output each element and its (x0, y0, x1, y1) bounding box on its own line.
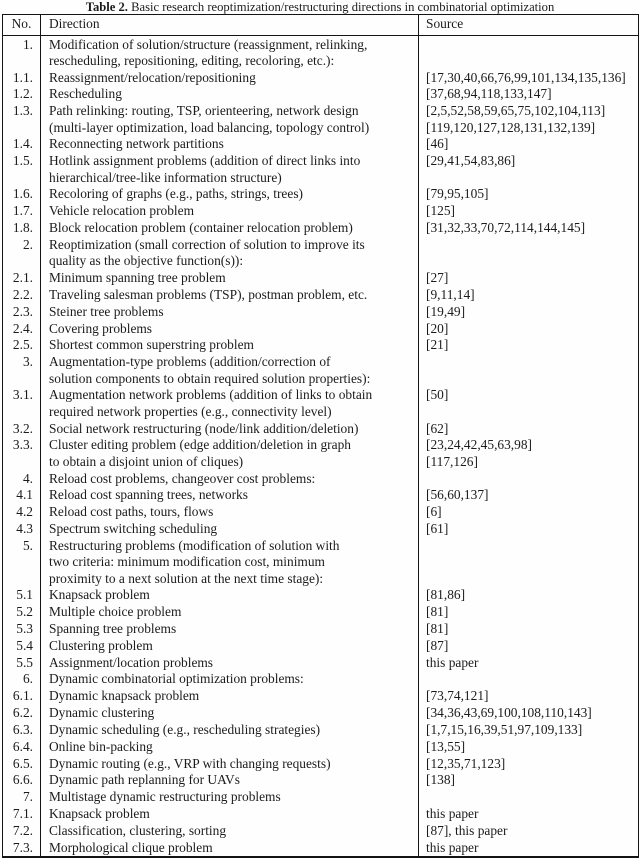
table-row (3, 220, 639, 237)
source-line: [23,24,42,45,63,98] (426, 437, 533, 453)
direction-line: Clustering problem (49, 637, 153, 653)
row-direction (41, 806, 419, 823)
direction-line: Dynamic path replanning for UAVs (49, 772, 240, 788)
row-source (419, 688, 639, 705)
row-direction (41, 186, 419, 203)
row-number: 6.5. (12, 755, 33, 771)
table-row (3, 839, 639, 857)
row-source (419, 755, 639, 772)
direction-line: to obtain a disjoint union of cliques) (49, 453, 244, 469)
table-row (3, 286, 639, 303)
row-direction (41, 604, 419, 621)
source-line: [2,5,52,58,59,65,75,102,104,113] (426, 103, 606, 119)
row-direction (41, 654, 419, 671)
row-source (419, 822, 639, 839)
direction-line: Shortest common superstring problem (49, 337, 254, 353)
source-line: [13,55] (426, 738, 466, 754)
row-direction (41, 487, 419, 504)
row-direction (41, 86, 419, 103)
table-row (3, 86, 639, 103)
row-number: 7. (22, 789, 33, 805)
source-line: [81,86] (426, 587, 466, 603)
direction-line: Dynamic routing (e.g., VRP with changing requests) (49, 755, 331, 771)
row-source (419, 86, 639, 103)
row-number: 5.1 (16, 587, 33, 603)
row-source (419, 721, 639, 738)
table-row (3, 705, 639, 722)
source-line: [29,41,54,83,86] (426, 153, 516, 169)
direction-line: Classification, clustering, sorting (49, 822, 227, 838)
row-number: 2.4. (12, 320, 33, 336)
direction-line: Dynamic scheduling (e.g., rescheduling strategies) (49, 721, 321, 737)
source-line: [79,95,105] (426, 186, 489, 202)
row-source (419, 354, 639, 387)
table-row (3, 487, 639, 504)
source-line: [46] (426, 136, 449, 152)
direction-line: Cluster editing problem (edge addition/deletion in graph (49, 437, 351, 453)
row-number: 5.5 (16, 654, 33, 670)
table-header (3, 15, 639, 36)
direction-line: Reload cost spanning trees, networks (49, 487, 248, 503)
table-row (3, 654, 639, 671)
research-directions-table (2, 14, 639, 858)
source-line: [27] (426, 270, 449, 286)
row-direction (41, 772, 419, 789)
table-caption-text: Basic research reoptimization/restructuring directions in combinatorial optimization (127, 0, 555, 14)
direction-line: (multi-layer optimization, load balancing, topology control) (49, 119, 370, 135)
row-source (419, 337, 639, 354)
source-line: this paper (426, 806, 479, 822)
source-line: [50] (426, 387, 449, 403)
row-direction (41, 755, 419, 772)
row-direction (41, 738, 419, 755)
row-direction (41, 705, 419, 722)
source-line: [34,36,43,69,100,108,110,143] (426, 705, 592, 721)
direction-line: Reassignment/relocation/repositioning (49, 69, 256, 85)
source-line: [17,30,40,66,76,99,101,134,135,136] (426, 69, 626, 85)
direction-line: Dynamic knapsack problem (49, 688, 200, 704)
table-row (3, 136, 639, 153)
row-number: 6.1. (12, 688, 33, 704)
direction-line: Reload cost paths, tours, flows (49, 504, 214, 520)
row-number: 4. (22, 470, 33, 486)
row-direction (41, 153, 419, 186)
row-number: 7.3. (12, 839, 33, 855)
table-body (3, 36, 639, 858)
table-row (3, 36, 639, 70)
source-line: [81] (426, 620, 449, 636)
row-number: 3. (22, 354, 33, 370)
direction-line: Rescheduling (49, 86, 122, 102)
row-number: 6. (22, 671, 33, 687)
row-direction (41, 337, 419, 354)
row-number: 6.3. (12, 721, 33, 737)
row-number: 1. (22, 36, 33, 52)
direction-line: Knapsack problem (49, 587, 150, 603)
row-number: 1.3. (12, 103, 33, 119)
row-source (419, 671, 639, 688)
row-source (419, 420, 639, 437)
row-source (419, 705, 639, 722)
direction-line: quality as the objective function(s)): (49, 253, 244, 269)
row-direction (41, 354, 419, 387)
row-source (419, 521, 639, 538)
column-header-source: Source (419, 15, 639, 36)
direction-line: Reoptimization (small correction of solution to improve its (49, 236, 365, 252)
table-row (3, 772, 639, 789)
direction-line: Dynamic combinatorial optimization problems: (49, 671, 304, 687)
row-direction (41, 637, 419, 654)
row-direction (41, 671, 419, 688)
row-number: 1.6. (12, 186, 33, 202)
table-row (3, 203, 639, 220)
source-line: [117,126] (426, 453, 478, 469)
row-direction (41, 688, 419, 705)
direction-line: Online bin-packing (49, 738, 153, 754)
table-row (3, 236, 639, 269)
row-source (419, 136, 639, 153)
row-number: 1.2. (12, 86, 33, 102)
source-line: [119,120,127,128,131,132,139] (426, 119, 596, 135)
table-row (3, 521, 639, 538)
row-number: 2. (22, 236, 33, 252)
row-direction (41, 470, 419, 487)
row-source (419, 587, 639, 604)
row-number: 5.2 (16, 604, 33, 620)
row-direction (41, 504, 419, 521)
direction-line: Social network restructuring (node/link addition/deletion) (49, 420, 359, 436)
row-source (419, 69, 639, 86)
source-line: [125] (426, 203, 456, 219)
direction-line: Reload cost problems, changeover cost problems: (49, 470, 316, 486)
row-number: 2.5. (12, 337, 33, 353)
row-direction (41, 236, 419, 269)
direction-line: rescheduling, repositioning, editing, recoloring, etc.): (49, 52, 335, 68)
table-row (3, 437, 639, 470)
table-row (3, 671, 639, 688)
row-direction (41, 420, 419, 437)
row-number: 3.2. (12, 420, 33, 436)
column-header-no: No. (3, 15, 41, 36)
row-direction (41, 822, 419, 839)
row-number: 5. (22, 537, 33, 553)
row-source (419, 203, 639, 220)
table-row (3, 103, 639, 136)
row-source (419, 738, 639, 755)
source-line: [19,49] (426, 303, 466, 319)
row-source (419, 504, 639, 521)
direction-line: Recoloring of graphs (e.g., paths, strings, trees) (49, 186, 303, 202)
row-source (419, 637, 639, 654)
source-line: [37,68,94,118,133,147] (426, 86, 552, 102)
row-number: 3.3. (12, 437, 33, 453)
table-row (3, 270, 639, 287)
table-row (3, 504, 639, 521)
row-source (419, 153, 639, 186)
row-source (419, 772, 639, 789)
source-line: [31,32,33,70,72,114,144,145] (426, 220, 586, 236)
direction-line: Traveling salesman problems (TSP), postman problem, etc. (49, 286, 368, 302)
source-line: [9,11,14] (426, 286, 475, 302)
row-source (419, 220, 639, 237)
row-direction (41, 69, 419, 86)
table-row (3, 637, 639, 654)
row-source (419, 620, 639, 637)
table-caption (0, 0, 640, 14)
direction-line: solution components to obtain required solution properties): (49, 370, 371, 386)
row-number: 1.5. (12, 153, 33, 169)
row-number: 6.4. (12, 738, 33, 754)
row-number: 1.7. (12, 203, 33, 219)
row-direction (41, 270, 419, 287)
row-source (419, 654, 639, 671)
row-number: 6.6. (12, 772, 33, 788)
row-direction (41, 203, 419, 220)
table-row (3, 420, 639, 437)
row-source (419, 604, 639, 621)
row-number: 1.8. (12, 220, 33, 236)
source-line: [62] (426, 420, 449, 436)
source-line: [56,60,137] (426, 487, 489, 503)
table-row (3, 587, 639, 604)
row-number: 2.2. (12, 286, 33, 302)
source-line: this paper (426, 654, 479, 670)
direction-line: Restructuring problems (modification of solution with (49, 537, 340, 553)
direction-line: hierarchical/tree-like information structure) (49, 169, 282, 185)
direction-line: required network properties (e.g., connectivity level) (49, 403, 332, 419)
row-source (419, 236, 639, 269)
table-row (3, 470, 639, 487)
row-number: 7.2. (12, 822, 33, 838)
table-caption-label: Table 2. (85, 0, 128, 14)
row-source (419, 387, 639, 420)
direction-line: Augmentation-type problems (addition/correction of (49, 354, 331, 370)
table-row (3, 620, 639, 637)
source-line: [6] (426, 504, 442, 520)
direction-line: two criteria: minimum modification cost, minimum (49, 554, 325, 570)
row-direction (41, 103, 419, 136)
row-source (419, 789, 639, 806)
direction-line: Dynamic clustering (49, 705, 155, 721)
row-source (419, 537, 639, 586)
row-direction (41, 387, 419, 420)
source-line: this paper (426, 839, 479, 855)
row-source (419, 270, 639, 287)
source-line: [138] (426, 772, 456, 788)
row-direction (41, 620, 419, 637)
source-line: [87] (426, 637, 449, 653)
row-source (419, 470, 639, 487)
table-row (3, 822, 639, 839)
row-direction (41, 521, 419, 538)
row-source (419, 437, 639, 470)
table-row (3, 688, 639, 705)
source-line: [87], this paper (426, 822, 508, 838)
row-number: 3.1. (12, 387, 33, 403)
direction-line: Morphological clique problem (49, 839, 213, 855)
row-direction (41, 721, 419, 738)
direction-line: Hotlink assignment problems (addition of direct links into (49, 153, 361, 169)
table-row (3, 320, 639, 337)
table-row (3, 69, 639, 86)
table-row (3, 186, 639, 203)
row-source (419, 806, 639, 823)
row-number: 2.3. (12, 303, 33, 319)
direction-line: Reconnecting network partitions (49, 136, 224, 152)
row-direction (41, 537, 419, 586)
direction-line: Knapsack problem (49, 806, 150, 822)
row-direction (41, 587, 419, 604)
row-direction (41, 303, 419, 320)
row-number: 7.1. (12, 806, 33, 822)
row-number: 2.1. (12, 270, 33, 286)
row-source (419, 487, 639, 504)
source-line: [12,35,71,123] (426, 755, 506, 771)
row-direction (41, 839, 419, 857)
direction-line: proximity to a next solution at the next time stage): (49, 570, 324, 586)
direction-line: Multiple choice problem (49, 604, 182, 620)
row-direction (41, 320, 419, 337)
row-number: 4.3 (16, 521, 33, 537)
table-row (3, 738, 639, 755)
source-line: [1,7,15,16,39,51,97,109,133] (426, 721, 583, 737)
direction-line: Steiner tree problems (49, 303, 164, 319)
table-row (3, 721, 639, 738)
table-row (3, 604, 639, 621)
row-source (419, 320, 639, 337)
direction-line: Spanning tree problems (49, 620, 177, 636)
row-number: 4.2 (16, 504, 33, 520)
direction-line: Assignment/location problems (49, 654, 214, 670)
table-row (3, 337, 639, 354)
table-row (3, 537, 639, 586)
row-number: 5.3 (16, 620, 33, 636)
row-source (419, 36, 639, 70)
table-row (3, 755, 639, 772)
direction-line: Block relocation problem (container relocation problem) (49, 220, 353, 236)
row-direction (41, 286, 419, 303)
row-number: 4.1 (16, 487, 33, 503)
direction-line: Augmentation network problems (addition of links to obtain (49, 387, 373, 403)
row-source (419, 103, 639, 136)
source-line: [61] (426, 521, 449, 537)
source-line: [21] (426, 337, 449, 353)
direction-line: Multistage dynamic restructuring problems (49, 789, 281, 805)
direction-line: Covering problems (49, 320, 153, 336)
row-number: 1.4. (12, 136, 33, 152)
source-line: [20] (426, 320, 449, 336)
row-source (419, 303, 639, 320)
direction-line: Minimum spanning tree problem (49, 270, 226, 286)
table-row (3, 789, 639, 806)
direction-line: Spectrum switching scheduling (49, 521, 218, 537)
direction-line: Modification of solution/structure (reassignment, relinking, (49, 36, 368, 52)
table-row (3, 354, 639, 387)
row-source (419, 839, 639, 857)
source-line: [81] (426, 604, 449, 620)
row-source (419, 286, 639, 303)
direction-line: Vehicle relocation problem (49, 203, 195, 219)
row-direction (41, 136, 419, 153)
row-direction (41, 437, 419, 470)
source-line: [73,74,121] (426, 688, 489, 704)
row-number: 6.2. (12, 705, 33, 721)
row-direction (41, 36, 419, 70)
row-direction (41, 789, 419, 806)
direction-line: Path relinking: routing, TSP, orienteering, network design (49, 103, 359, 119)
row-number: 5.4 (16, 637, 33, 653)
table-row (3, 303, 639, 320)
table-row (3, 153, 639, 186)
row-source (419, 186, 639, 203)
table-row (3, 387, 639, 420)
row-direction (41, 220, 419, 237)
table-row (3, 806, 639, 823)
row-number: 1.1. (12, 69, 33, 85)
column-header-direction: Direction (41, 15, 419, 36)
header-row (3, 15, 639, 36)
